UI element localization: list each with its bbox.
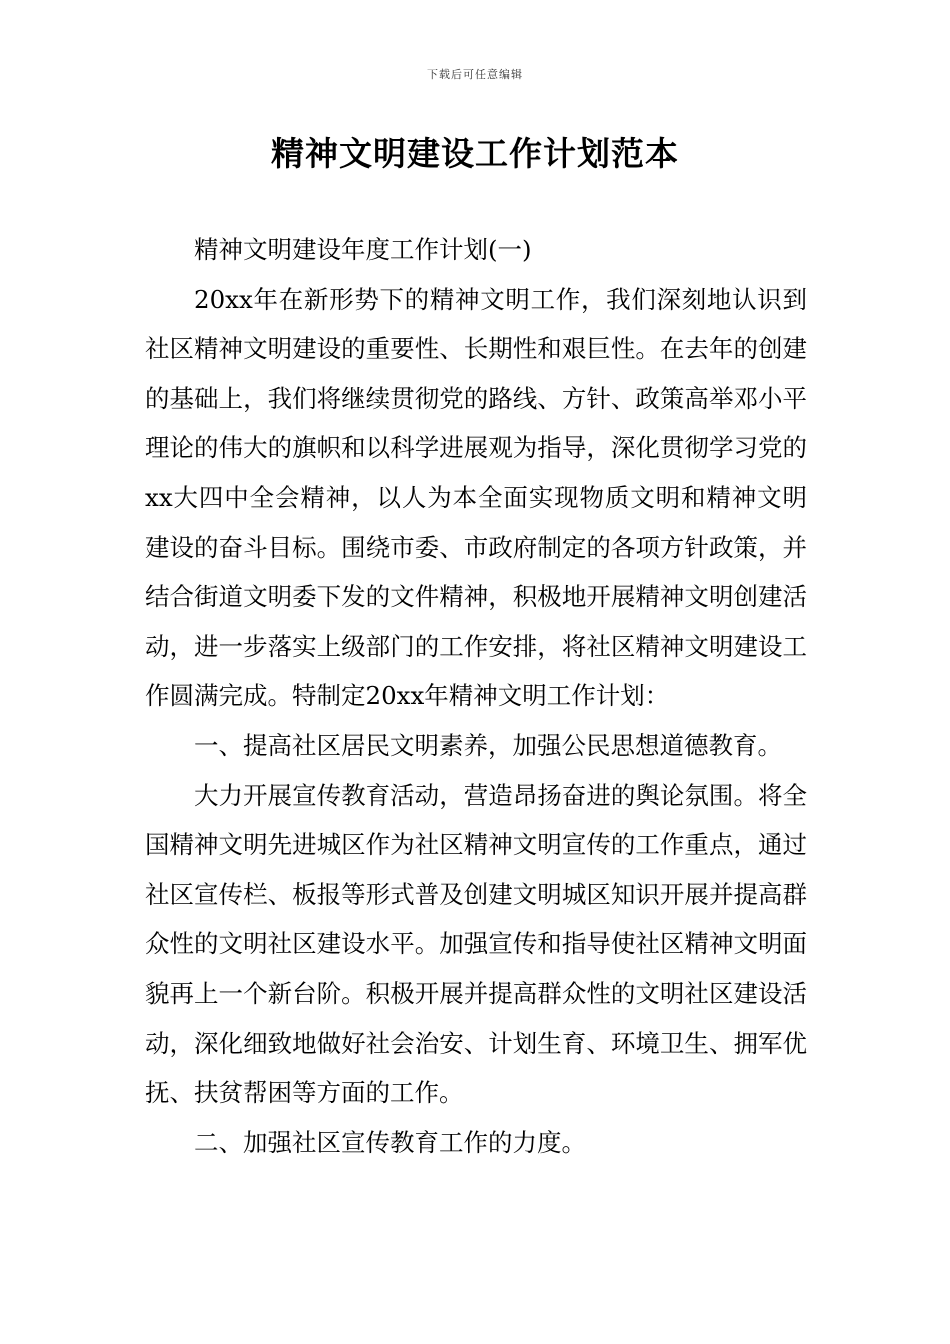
document-body [145, 225, 807, 1167]
paragraph-section-one-body: 大力开展宣传教育活动，营造昂扬奋进的舆论氛围。将全国精神文明先进城区作为社区精神文明宣传的工作重点，通过社区宣传栏、板报等形式普及创建文明城区知识开展并提高群众性的文明社区建设水平。加强宣传和指导使社区精神文明面貌再上一个新台阶。积极开展并提高群众性的文明社区建设活动，深化细致地做好社会治安、计划生育、环境卫生、拥军优抚、扶贫帮困等方面的工作。 [145, 780, 807, 1108]
document-title: 精神文明建设工作计划范本 [271, 134, 679, 173]
paragraph-intro: 20xx年在新形势下的精神文明工作，我们深刻地认识到社区精神文明建设的重要性、长期性和艰巨性。在去年的创建的基础上，我们将继续贯彻党的路线、方针、政策高举邓小平理论的伟大的旗帜和以科学进展观为指导，深化贯彻学习党的xx大四中全会精神，以人为本全面实现物质文明和精神文明建设的奋斗目标。围绕市委、市政府制定的各项方针政策，并结合街道文明委下发的文件精神，积极地开展精神文明创建活动，进一步落实上级部门的工作安排，将社区精神文明建设工作圆满完成。特制定20xx年精神文明工作计划： [145, 284, 807, 711]
paragraph-subtitle: 精神文明建设年度工作计划(一) [194, 235, 532, 264]
header-note: 下载后可任意编辑 [427, 68, 523, 81]
paragraph-section-two-heading: 二、加强社区宣传教育工作的力度。 [194, 1127, 586, 1157]
paragraph-section-one-heading: 一、提高社区居民文明素养，加强公民思想道德教育。 [194, 730, 782, 760]
